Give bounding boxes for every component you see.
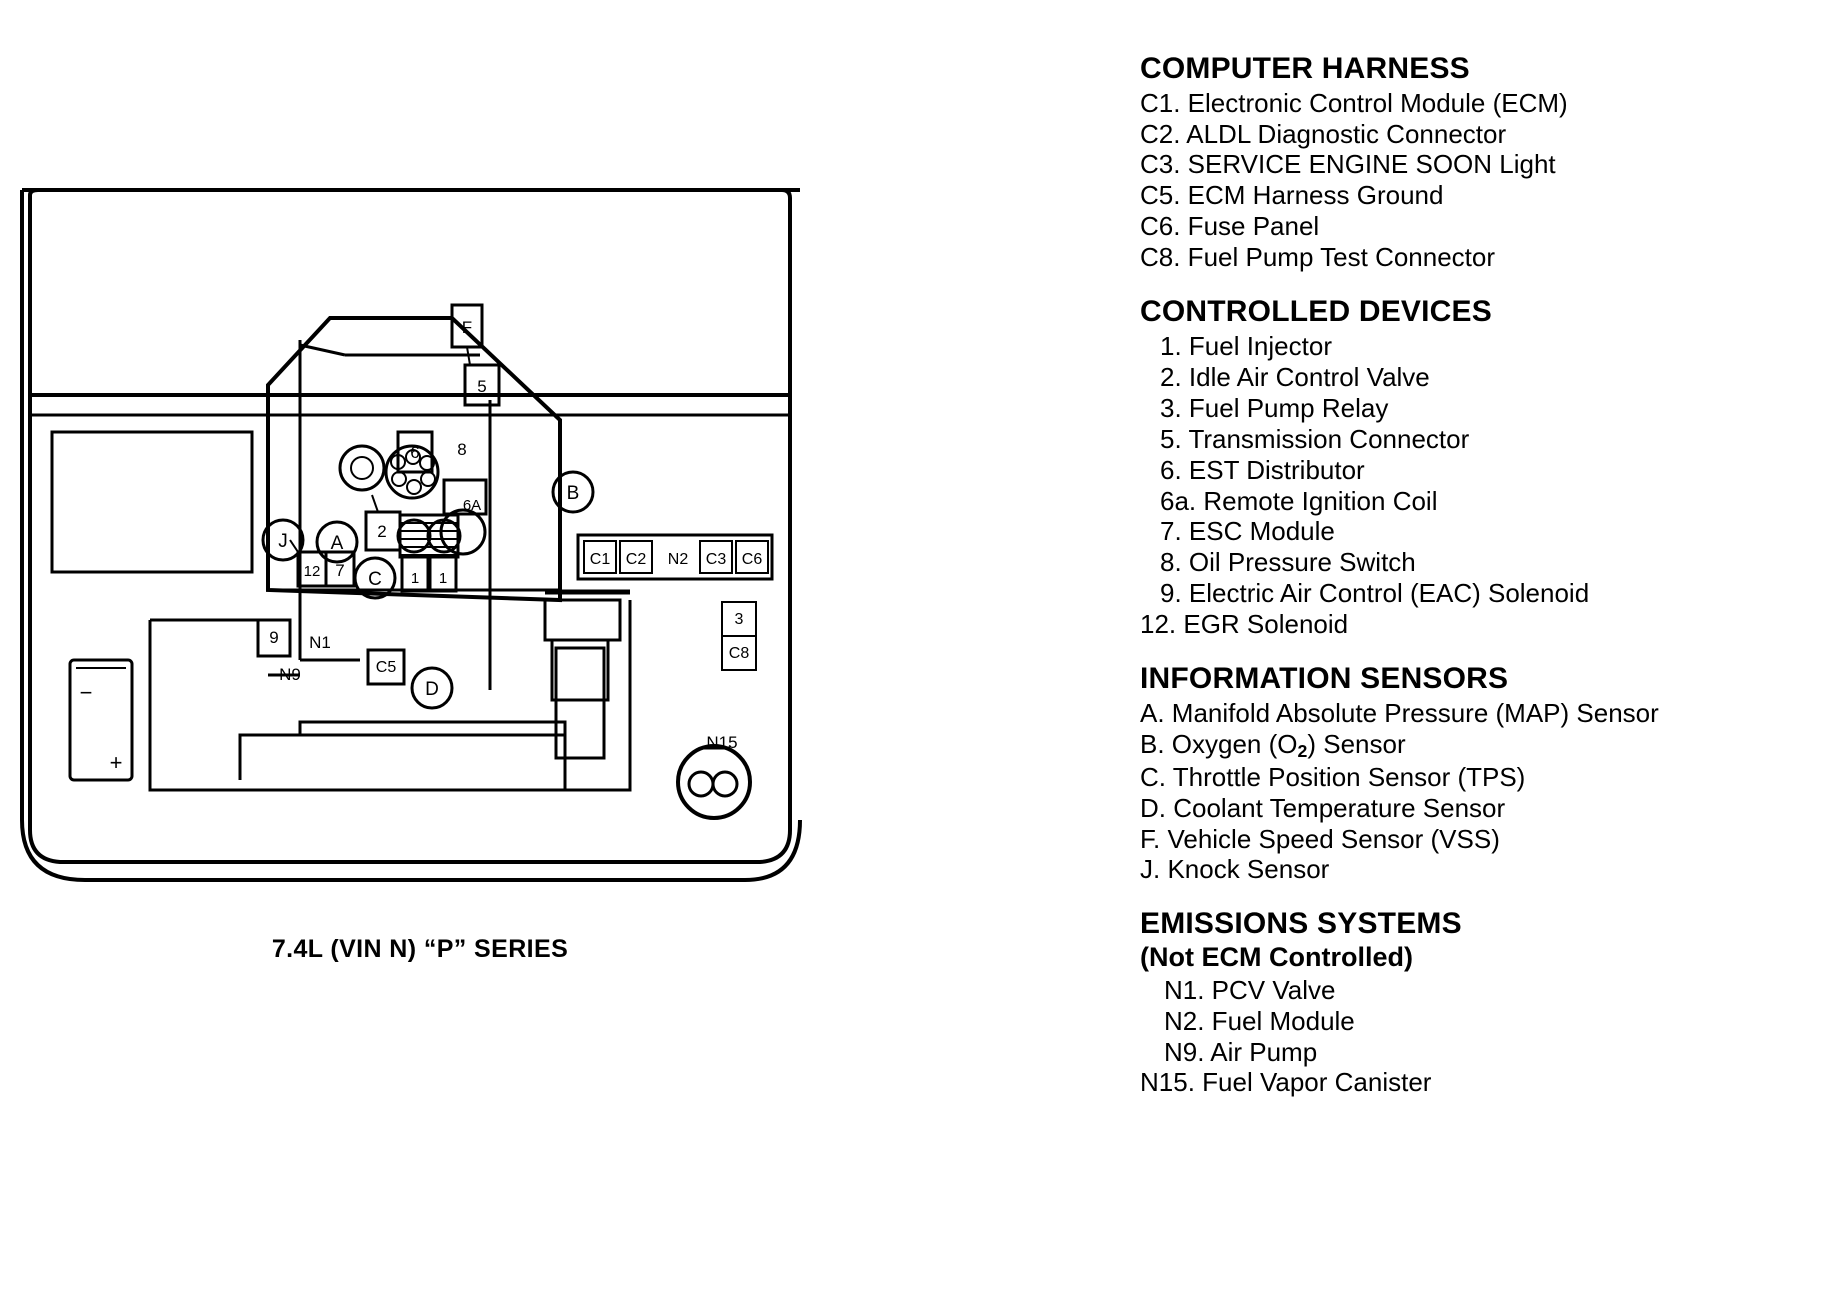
callout-6A: 6A xyxy=(462,497,482,514)
legend-items xyxy=(1140,331,1800,640)
legend-panel xyxy=(1140,52,1800,1120)
legend-item: D. Coolant Temperature Sensor xyxy=(1140,792,1506,823)
legend-item: C1. Electronic Control Module (ECM) xyxy=(1140,87,1568,118)
legend-section-emissions-systems xyxy=(1140,907,1800,1098)
callout-J: J xyxy=(278,531,288,552)
legend-item: 9. Electric Air Control (EAC) Solenoid xyxy=(1160,578,1590,609)
legend-item: C. Throttle Position Sensor (TPS) xyxy=(1140,761,1526,792)
diagram-caption: 7.4L (VIN N) “P” SERIES xyxy=(271,935,569,963)
legend-item: C3. SERVICE ENGINE SOON Light xyxy=(1140,149,1556,180)
callout-C6: C6 xyxy=(741,551,763,568)
battery-negative-terminal: − xyxy=(79,680,93,705)
legend-item: N1. PCV Valve xyxy=(1164,974,1336,1005)
legend-item: C5. ECM Harness Ground xyxy=(1140,180,1444,211)
legend-item: C8. Fuel Pump Test Connector xyxy=(1140,242,1496,273)
callout-C2: C2 xyxy=(625,551,647,568)
legend-heading: COMPUTER HARNESS xyxy=(1140,52,1470,85)
callout-D: D xyxy=(425,679,439,700)
callout-9: 9 xyxy=(269,628,279,647)
legend-item: 5. Transmission Connector xyxy=(1160,423,1470,454)
legend-heading: CONTROLLED DEVICES xyxy=(1140,295,1492,329)
legend-item: 7. ESC Module xyxy=(1160,516,1335,547)
callout-C1: C1 xyxy=(589,551,611,568)
legend-item: 3. Fuel Pump Relay xyxy=(1160,392,1389,423)
battery-positive-terminal: + xyxy=(109,750,123,775)
callout-1a: 1 xyxy=(410,570,420,587)
legend-item: N15. Fuel Vapor Canister xyxy=(1140,1067,1432,1098)
legend-subheading: (Not ECM Controlled) xyxy=(1140,941,1413,972)
callout-3: 3 xyxy=(734,611,744,628)
legend-item: A. Manifold Absolute Pressure (MAP) Sensor xyxy=(1140,697,1659,728)
legend-item: 12. EGR Solenoid xyxy=(1140,609,1349,640)
engine-diagram-panel xyxy=(0,0,880,1000)
callout-12: 12 xyxy=(303,563,321,580)
callout-1b: 1 xyxy=(438,570,448,587)
callout-F: F xyxy=(461,318,473,337)
legend-item: C2. ALDL Diagnostic Connector xyxy=(1140,118,1507,149)
legend-items xyxy=(1140,975,1800,1099)
legend-item: 2. Idle Air Control Valve xyxy=(1160,361,1430,392)
legend-item: J. Knock Sensor xyxy=(1140,854,1330,885)
engine-compartment-illustration xyxy=(0,0,880,950)
legend-section-information-sensors xyxy=(1140,662,1800,885)
legend-item: N9. Air Pump xyxy=(1164,1036,1318,1067)
legend-item: 1. Fuel Injector xyxy=(1160,330,1332,361)
legend-section-controlled-devices xyxy=(1140,295,1800,640)
legend-item: F. Vehicle Speed Sensor (VSS) xyxy=(1140,823,1500,854)
legend-item: C6. Fuse Panel xyxy=(1140,211,1320,242)
callout-C8: C8 xyxy=(728,645,750,662)
callout-C5: C5 xyxy=(375,659,397,676)
legend-items xyxy=(1140,88,1800,274)
legend-item: 6a. Remote Ignition Coil xyxy=(1160,485,1438,516)
legend-item: 8. Oil Pressure Switch xyxy=(1160,547,1416,578)
callout-N9: N9 xyxy=(279,665,301,684)
callout-N2: N2 xyxy=(667,551,689,568)
callout-C3: C3 xyxy=(705,551,727,568)
legend-heading: EMISSIONS SYSTEMS xyxy=(1140,907,1462,941)
legend-section-computer-harness xyxy=(1140,52,1800,273)
callout-B: B xyxy=(566,483,580,504)
callout-5: 5 xyxy=(477,377,487,396)
callout-8: 8 xyxy=(457,440,467,459)
callout-N15: N15 xyxy=(706,733,738,752)
callout-N1: N1 xyxy=(309,633,331,652)
callout-C: C xyxy=(368,569,382,590)
legend-item: 6. EST Distributor xyxy=(1160,454,1365,485)
legend-item: B. Oxygen $(O_2)$ Sensor xyxy=(1140,728,1406,761)
legend-heading: INFORMATION SENSORS xyxy=(1140,662,1509,696)
callout-A: A xyxy=(330,533,344,554)
callout-7: 7 xyxy=(335,561,345,580)
legend-items xyxy=(1140,698,1800,886)
callout-6: 6 xyxy=(410,443,420,462)
legend-item: N2. Fuel Module xyxy=(1164,1005,1355,1036)
callout-2: 2 xyxy=(377,522,387,541)
